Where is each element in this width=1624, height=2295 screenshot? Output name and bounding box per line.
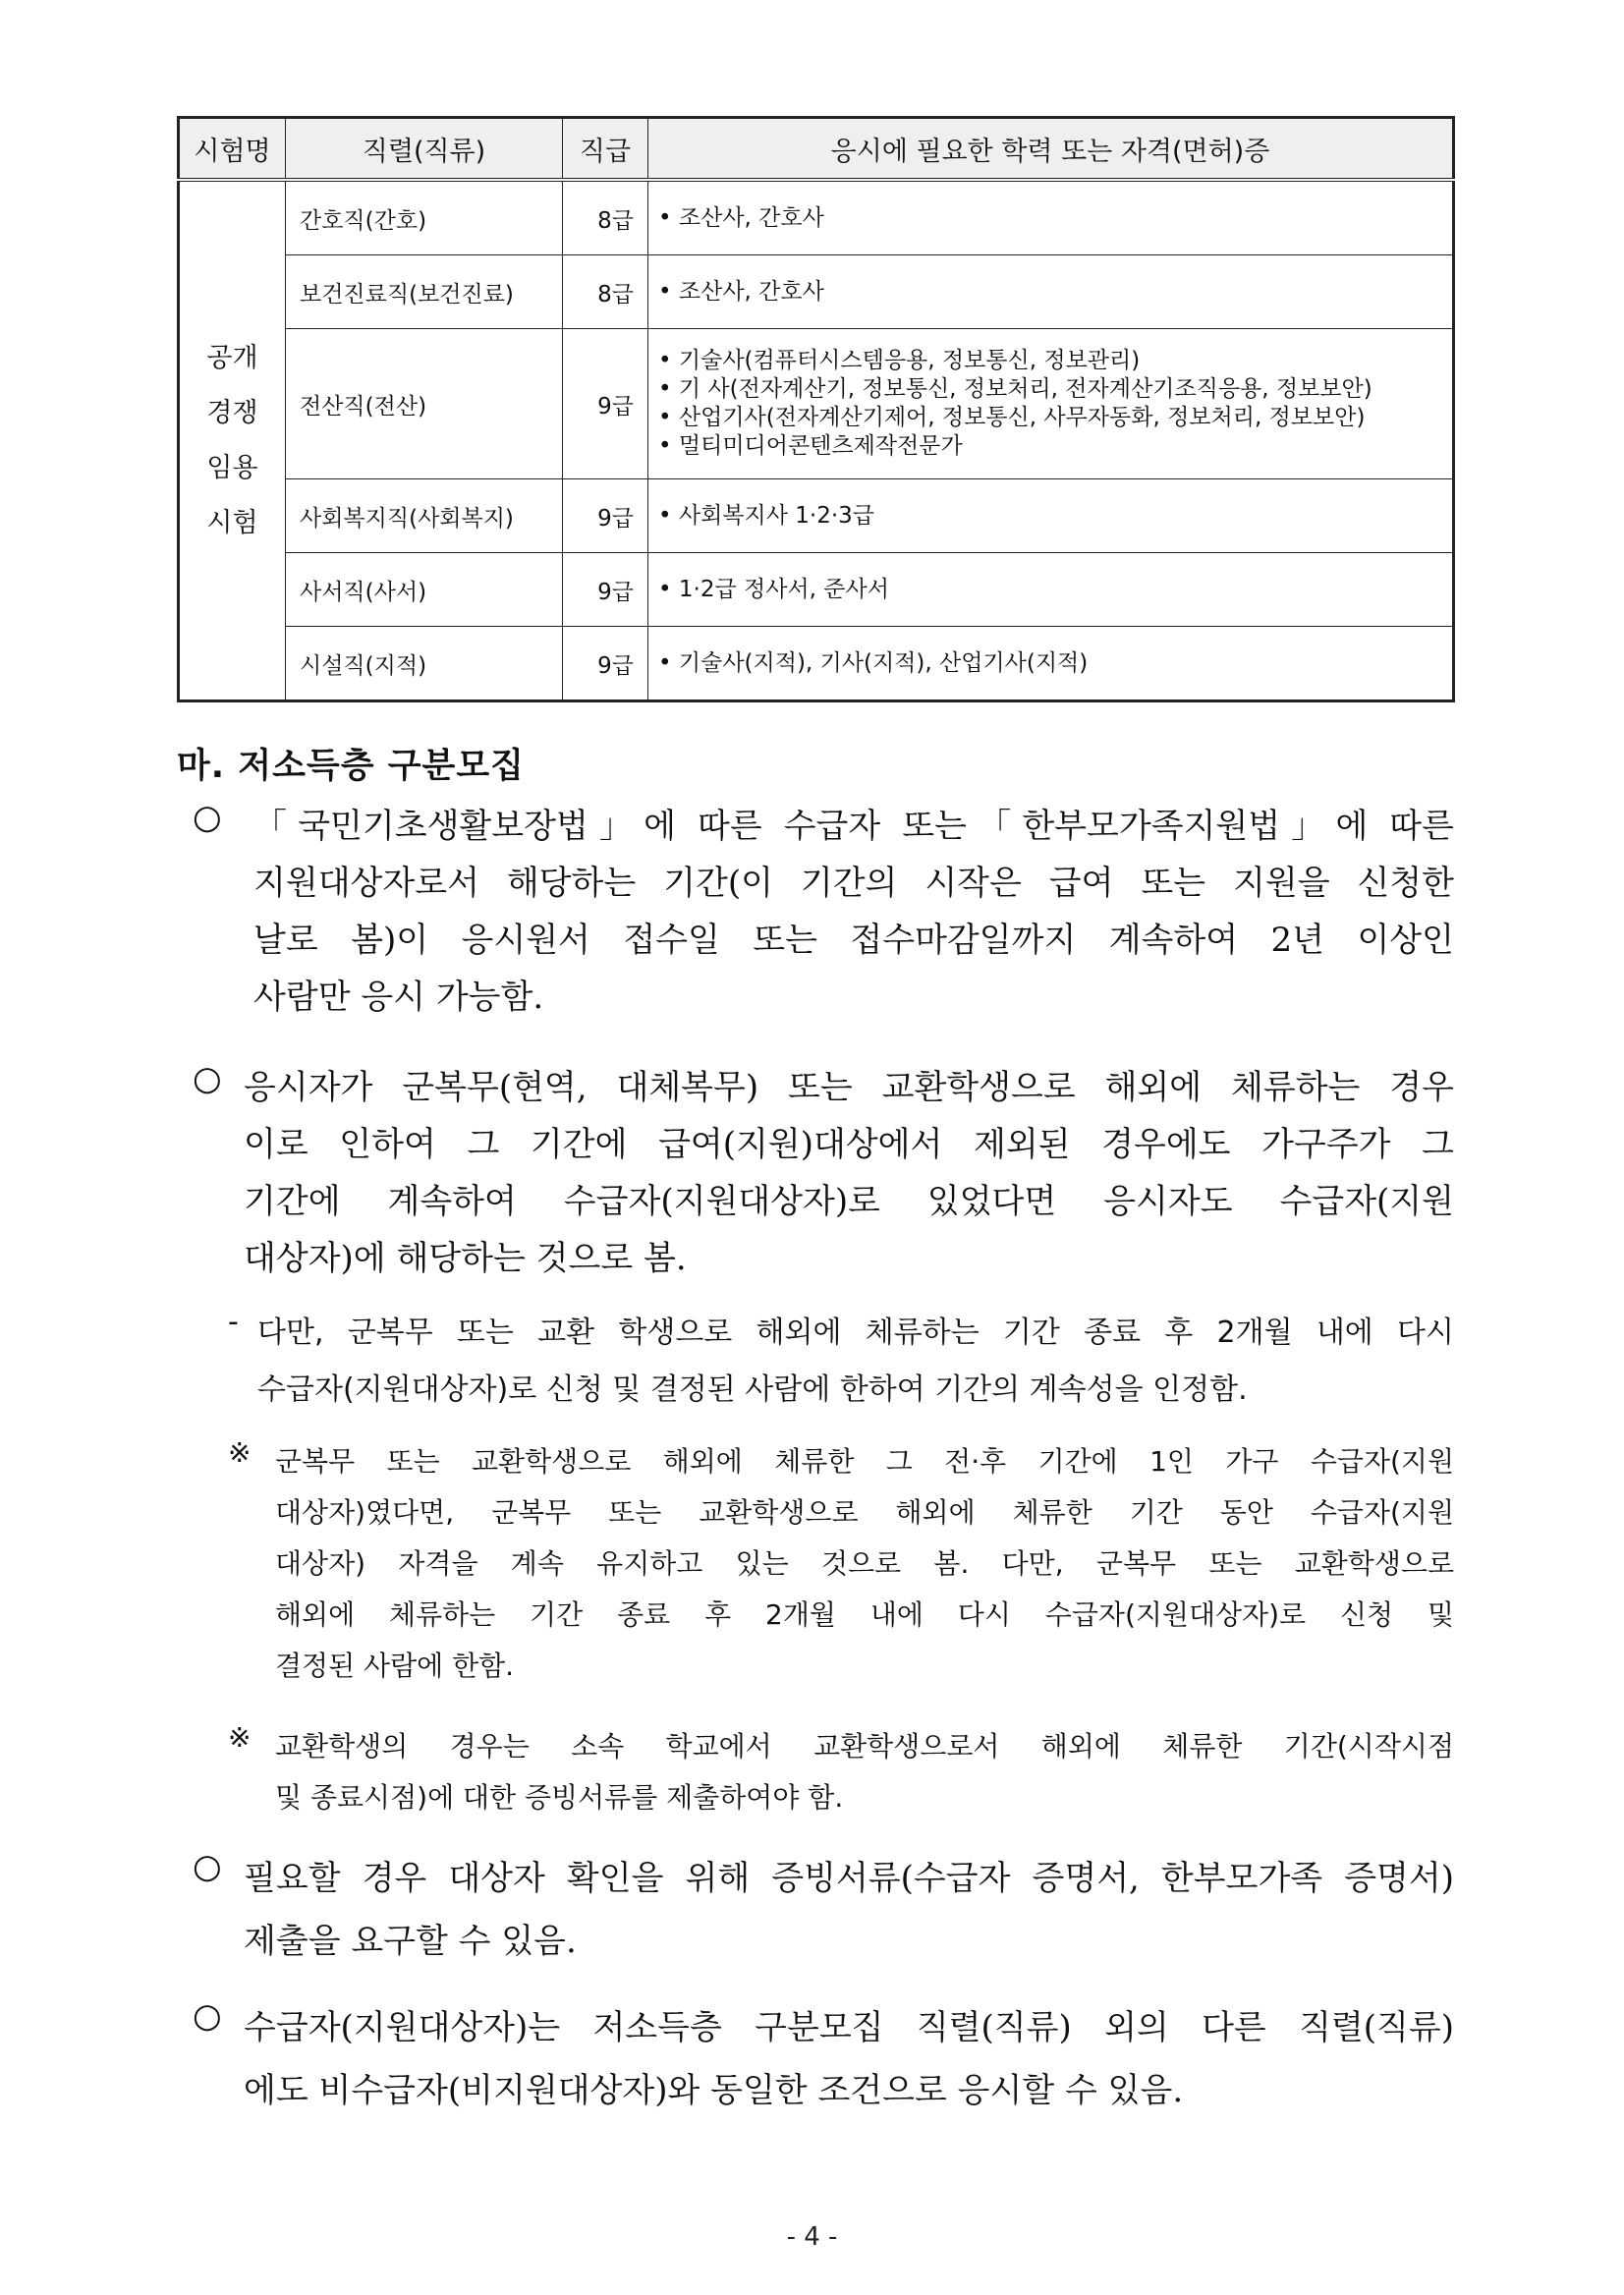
exam-name-cell: 공개 경쟁 임용 시험 (179, 180, 286, 701)
quals-cell: • 기술사(컴퓨터시스템응용, 정보통신, 정보관리) • 기 사(전자계산기, 정보통신, 정보처리, 전자계산기조직응용, 정보보안) • 산업기사(전자계산기제어, 정보통신, 사무자동화, 정보처리, 정보보안) • 멀티미디어콘텐츠제작전문가 (648, 329, 1454, 479)
sub-line: 수급자(지원대상자)로 신청 및 결정된 사람에 한하여 기간의 계속성을 인정함. (257, 1372, 1248, 1407)
note-line: 및 종료시점)에 대한 증빙서류를 제출하여야 함. (275, 1781, 844, 1814)
sub-item (228, 1305, 1454, 1419)
page-number: - 4 - (786, 2222, 838, 2252)
bullet-circle-icon: ○ (193, 1059, 222, 1098)
note-item (228, 1436, 1454, 1692)
item-line: 지원대상자로서 해당하는 기간(이 기간의 시작은 급여 또는 지원을 신청한 (253, 864, 1454, 903)
role-cell: 사회복지직(사회복지) (286, 479, 563, 553)
quals-cell: • 조산사, 간호사 (648, 180, 1454, 255)
list-item (193, 1847, 1454, 1973)
role-cell: 사서직(사서) (286, 553, 563, 627)
role-cell: 보건진료직(보건진료) (286, 255, 563, 329)
note-line: 해외에 체류하는 기간 종료 후 2개월 내에 다시 수급자(지원대상자)로 신청 및 (275, 1598, 1454, 1631)
item-line: 기간에 계속하여 수급자(지원대상자)로 있었다면 응시자도 수급자(지원 (244, 1182, 1454, 1221)
grade-cell: 9급 (563, 329, 648, 479)
item-line: 날로 봄)이 응시원서 접수일 또는 접수마감일까지 계속하여 2년 이상인 (253, 921, 1454, 960)
item-line: 수급자(지원대상자)는 저소득층 구분모집 직렬(직류) 외의 다른 직렬(직류) (244, 2008, 1454, 2047)
qualification-table (177, 116, 1455, 702)
note-item (228, 1721, 1454, 1823)
quals-cell: • 1·2급 정사서, 준사서 (648, 553, 1454, 627)
bullet-circle-icon: ○ (193, 1847, 222, 1886)
sub-line: 다만, 군복무 또는 교환 학생으로 해외에 체류하는 기간 종료 후 2개월 내에 다시 (257, 1315, 1454, 1350)
role-cell: 시설직(지적) (286, 627, 563, 701)
table-row (179, 553, 1454, 627)
item-line: 제출을 요구할 수 있음. (244, 1922, 577, 1961)
item-line: 필요할 경우 대상자 확인을 위해 증빙서류(수급자 증명서, 한부모가족 증명서) (244, 1859, 1454, 1898)
item-line: 에도 비수급자(비지원대상자)와 동일한 조건으로 응시할 수 있음. (244, 2071, 1184, 2110)
list-item (193, 1996, 1454, 2122)
reference-mark-icon: ※ (228, 1436, 252, 1469)
note-line: 군복무 또는 교환학생으로 해외에 체류한 그 전·후 기간에 1인 가구 수급자(지원 (275, 1445, 1454, 1478)
role-cell: 전산직(전산) (286, 329, 563, 479)
item-line: 「국민기초생활보장법」에 따른 수급자 또는「한부모가족지원법」에 따른 (253, 807, 1454, 846)
header-grade: 직급 (563, 118, 648, 181)
table-row (179, 329, 1454, 479)
item-line: 이로 인하여 그 기간에 급여(지원)대상에서 제외된 경우에도 가구주가 그 (244, 1125, 1454, 1164)
header-role: 직렬(직류) (286, 118, 563, 181)
list-item (193, 1059, 1454, 1287)
header-exam-name: 시험명 (179, 118, 286, 181)
item-line: 응시자가 군복무(현역, 대체복무) 또는 교환학생으로 해외에 체류하는 경우 (244, 1068, 1454, 1107)
table-row (179, 479, 1454, 553)
quals-cell: • 조산사, 간호사 (648, 255, 1454, 329)
quals-cell: • 기술사(지적), 기사(지적), 산업기사(지적) (648, 627, 1454, 701)
note-line: 결정된 사람에 한함. (275, 1650, 515, 1682)
grade-cell: 9급 (563, 627, 648, 701)
section-heading: 마. 저소득층 구분모집 (177, 747, 525, 786)
grade-cell: 9급 (563, 479, 648, 553)
role-cell: 간호직(간호) (286, 180, 563, 255)
note-line: 대상자)였다면, 군복무 또는 교환학생으로 해외에 체류한 기간 동안 수급자(지원 (275, 1496, 1454, 1529)
list-item (193, 798, 1454, 1026)
grade-cell: 9급 (563, 553, 648, 627)
table-row (179, 627, 1454, 701)
dash-icon: - (228, 1305, 239, 1339)
bullet-circle-icon: ○ (193, 798, 222, 837)
item-line: 대상자)에 해당하는 것으로 봄. (244, 1239, 687, 1278)
note-line: 교환학생의 경우는 소속 학교에서 교환학생으로서 해외에 체류한 기간(시작시점 (275, 1730, 1454, 1763)
header-qualifications: 응시에 필요한 학력 또는 자격(면허)증 (648, 118, 1454, 181)
grade-cell: 8급 (563, 180, 648, 255)
quals-cell: • 사회복지사 1·2·3급 (648, 479, 1454, 553)
bullet-circle-icon: ○ (193, 1996, 222, 2036)
item-line: 사람만 응시 가능함. (253, 978, 544, 1017)
note-line: 대상자) 자격을 계속 유지하고 있는 것으로 봄. 다만, 군복무 또는 교환학생으로 (275, 1547, 1454, 1580)
table-row (179, 255, 1454, 329)
table-header-row (179, 118, 1454, 181)
reference-mark-icon: ※ (228, 1721, 252, 1754)
table-row (179, 180, 1454, 255)
grade-cell: 8급 (563, 255, 648, 329)
